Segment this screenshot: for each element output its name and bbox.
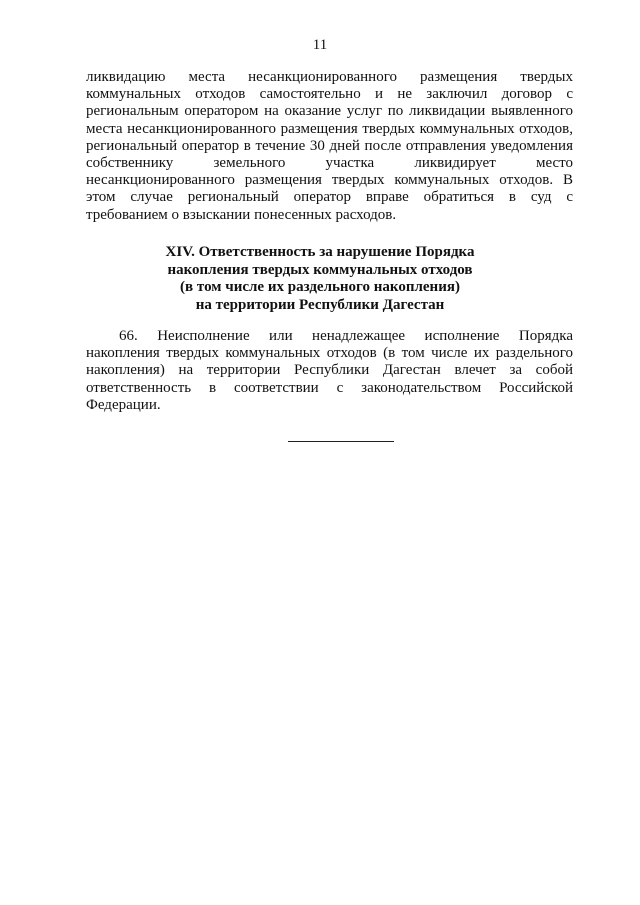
paragraph-line: региональный оператор в течение 30 дней после отправления уведомления [86,137,573,154]
end-separator-line [288,441,394,442]
paragraph-line: накопления твердых коммунальных отходов (в том числе их раздельного [86,345,573,362]
section-heading [0,244,640,314]
paragraph-line: Федерации. [86,396,161,413]
heading-line: накопления твердых коммунальных отходов [167,261,473,278]
paragraph-line: требованием о взыскании понесенных расходов. [86,206,397,223]
paragraph-line: ликвидацию места несанкционированного размещения твердых [86,69,573,85]
paragraph-line: накопления) на территории Республики Дагестан влечет за собой [86,362,573,379]
continued-paragraph [86,69,573,224]
paragraph-line: ответственность в соответствии с законодательством Российской [86,379,573,396]
paragraph-line: коммунальных отходов самостоятельно и не заключил договор с [86,86,573,103]
paragraph-line: несанкционированного размещения твердых коммунальных отходов. В [86,172,573,189]
heading-line: на территории Республики Дагестан [195,296,445,313]
page-number: 11 [312,37,328,53]
paragraph-line: места несанкционированного размещения твердых коммунальных отходов, [86,120,573,137]
paragraph-line: собственнику земельного участка ликвидирует место [86,154,573,171]
paragraph-line: этом случае региональный оператор вправе обратиться в суд с [86,189,573,206]
paragraph-line: региональным оператором на оказание услуг по ликвидации выявленного [86,103,573,120]
paragraph-line: 66. Неисполнение или ненадлежащее исполнение Порядка [119,328,573,344]
paragraph-66 [86,328,573,414]
heading-line: XIV. Ответственность за нарушение Порядка [165,244,475,260]
heading-line: (в том числе их раздельного накопления) [180,279,460,295]
